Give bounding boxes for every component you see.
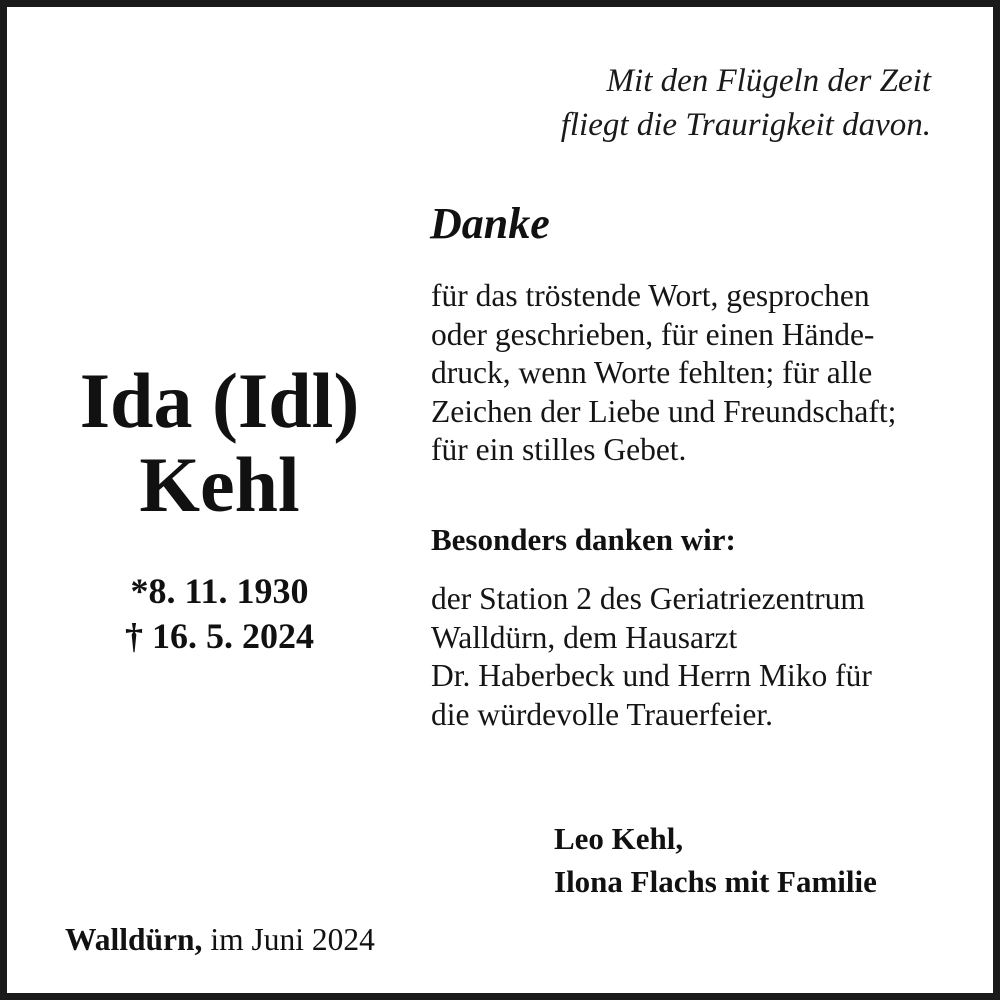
deceased-name-line: Ida (Idl) (79, 357, 360, 444)
special-thanks-line: Dr. Haberbeck und Herrn Miko für (431, 658, 872, 693)
place: Walldürn, (65, 922, 203, 957)
special-thanks-heading: Besonders danken wir: (431, 522, 736, 557)
motto-line: fliegt die Traurigkeit davon. (560, 107, 931, 143)
birth-date: *8. 11. 1930 (130, 571, 309, 611)
signature-line: Leo Kehl, (554, 821, 684, 856)
death-date: † 16. 5. 2024 (125, 616, 314, 656)
signature-line: Ilona Flachs mit Familie (554, 864, 877, 899)
special-thanks-line: Walldürn, dem Hausarzt (431, 619, 738, 655)
special-thanks-text (431, 580, 872, 734)
life-dates (47, 569, 392, 659)
motto-quote (471, 59, 931, 147)
thanks-line: für ein stilles Gebet. (431, 432, 687, 467)
deceased-name (47, 359, 392, 527)
deceased-name-line: Kehl (139, 441, 300, 528)
thanks-line: oder geschrieben, für einen Hände- (431, 316, 875, 352)
date: im Juni 2024 (210, 922, 375, 957)
motto-line: Mit den Flügeln der Zeit (606, 63, 931, 99)
thanks-text (431, 277, 896, 470)
signature (554, 817, 877, 903)
special-thanks-line: die würdevolle Trauerfeier. (431, 696, 774, 732)
special-thanks-line: der Station 2 des Geriatriezentrum (431, 581, 865, 616)
place-and-date (65, 920, 375, 960)
thanks-line: druck, wenn Worte fehlten; für alle (431, 355, 873, 390)
thanks-line: Zeichen der Liebe und Freundschaft; (431, 393, 897, 429)
thanks-line: für das tröstende Wort, gesprochen (431, 278, 870, 313)
thanks-heading: Danke (430, 199, 550, 248)
